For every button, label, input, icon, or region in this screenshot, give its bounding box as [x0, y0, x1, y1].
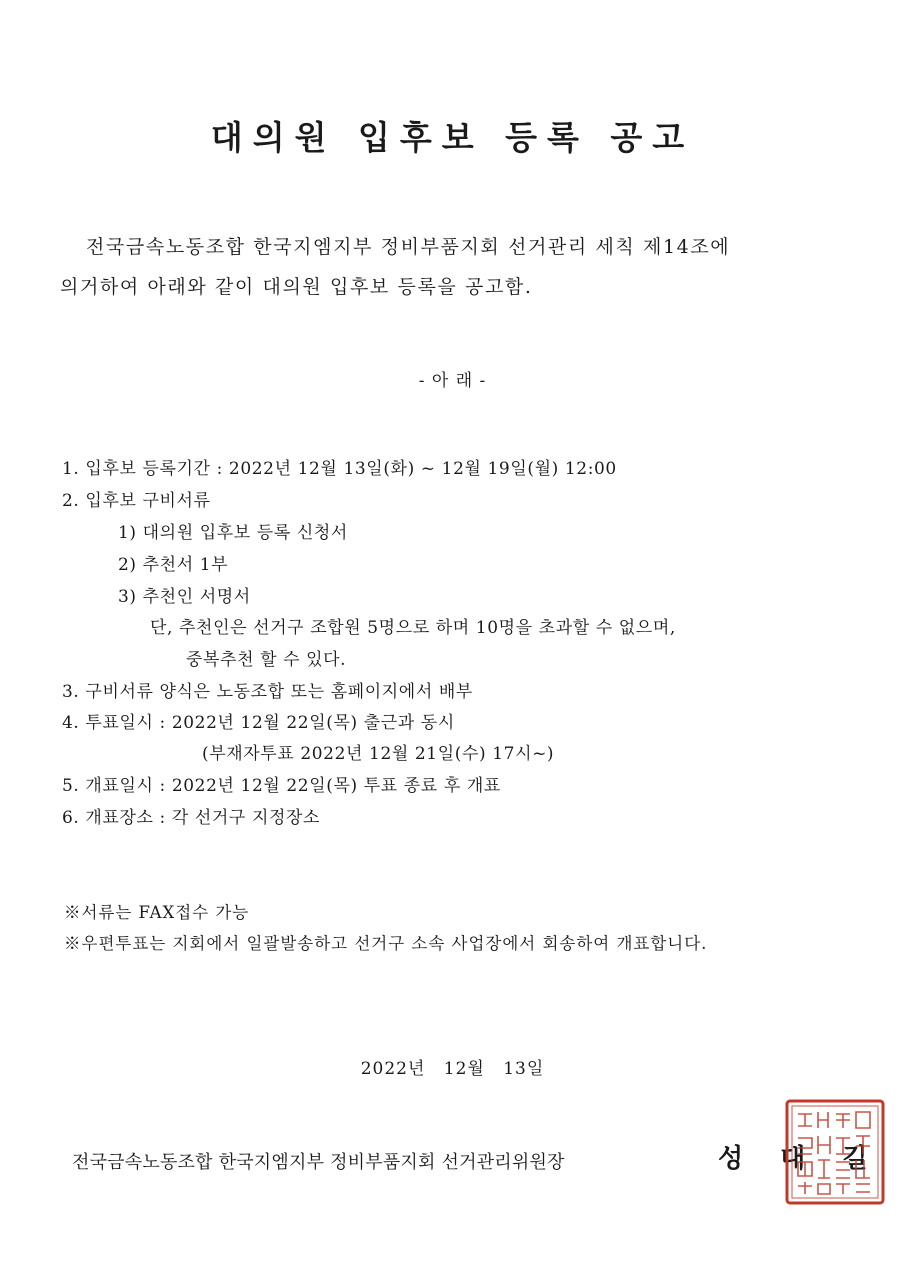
list-item: 6. 개표장소 : 각 선거구 지정장소	[62, 808, 321, 828]
page-title: 대의원 입후보 등록 공고	[210, 118, 695, 157]
note-line: ※서류는 FAX접수 가능	[64, 903, 250, 922]
signatory-name: 성 대 길	[718, 1144, 882, 1174]
list-item: 4. 투표일시 : 2022년 12월 22일(목) 출근과 동시	[62, 713, 455, 733]
list-item: 중복추천 할 수 있다.	[186, 650, 347, 670]
intro-line-1: 전국금속노동조합 한국지엠지부 정비부품지회 선거관리 세칙 제14조에	[86, 236, 731, 258]
intro-line-2: 의거하여 아래와 같이 대의원 입후보 등록을 공고함.	[60, 276, 533, 298]
list-item: 1) 대의원 입후보 등록 신청서	[118, 523, 348, 543]
center-heading: - 아 래 -	[418, 371, 487, 391]
list-item: 2) 추천서 1부	[118, 555, 229, 575]
list-item: 3. 구비서류 양식은 노동조합 또는 홈페이지에서 배부	[62, 682, 473, 702]
note-line: ※우편투표는 지회에서 일괄발송하고 선거구 소속 사업장에서 회송하여 개표합니다.	[64, 934, 708, 953]
list-item: (부재자투표 2022년 12월 21일(수) 17시~)	[202, 744, 555, 764]
issuer-organization: 전국금속노동조합 한국지엠지부 정비부품지회 선거관리위원장	[72, 1152, 565, 1173]
notice-date: 2022년 12월 13일	[360, 1059, 545, 1079]
list-item: 단, 추천인은 선거구 조합원 5명으로 하며 10명을 초과할 수 없으며,	[150, 618, 676, 638]
official-seal-icon	[784, 1098, 886, 1206]
list-item: 1. 입후보 등록기간 : 2022년 12월 13일(화) ~ 12월 19일(월) 12:00	[62, 459, 617, 479]
list-item: 5. 개표일시 : 2022년 12월 22일(목) 투표 종료 후 개표	[62, 776, 501, 796]
list-item: 2. 입후보 구비서류	[62, 491, 211, 511]
list-item: 3) 추천인 서명서	[118, 587, 251, 607]
